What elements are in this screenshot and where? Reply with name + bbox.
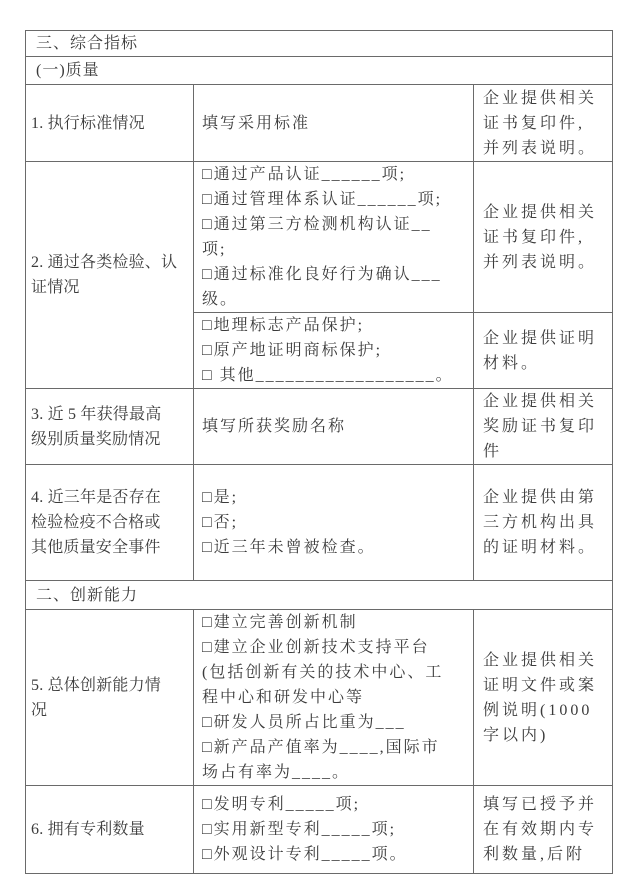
quality-awards-label-cell: 3. 近 5 年获得最高 级别质量奖励情况 — [26, 389, 194, 465]
innovation-capability-requirement-cell: 企业提供相关 证明文件或案 例说明(1000 字以内) — [474, 610, 613, 786]
section-header-quality: (一)质量 — [26, 57, 613, 85]
section-header-comprehensive-indicators: 三、综合指标 — [26, 31, 613, 57]
certifications-label-cell: 2. 通过各类检验、认 证情况 — [26, 162, 194, 389]
innovation-capability-label-cell: 5. 总体创新能力情 况 — [26, 610, 194, 786]
inspection-incidents-label-cell: 4. 近三年是否存在 检验检疫不合格或 其他质量安全事件 — [26, 465, 194, 581]
certifications-checklist-cell: □通过产品认证______项; □通过管理体系认证______项; □通过第三方检测机构认证__ 项; □通过标准化良好行为确认___ 级。 — [194, 162, 474, 313]
table-row-quality-awards — [26, 389, 613, 465]
section-row-innovation — [26, 581, 613, 610]
table-row-innovation-capability — [26, 610, 613, 786]
table-row-standards — [26, 85, 613, 162]
innovation-capability-checklist-cell: □建立完善创新机制 □建立企业创新技术支持平台 (包括创新有关的技术中心、工 程中心和研发中心等 □研发人员所占比重为___ □新产品产值率为____,国际市 场占有率为____。 — [194, 610, 474, 786]
section-row-quality — [26, 57, 613, 85]
patents-label-cell: 6. 拥有专利数量 — [26, 786, 194, 874]
patents-requirement-cell: 填写已授予并 在有效期内专 利数量,后附 — [474, 786, 613, 874]
quality-awards-requirement-cell: 企业提供相关 奖励证书复印 件 — [474, 389, 613, 465]
indicator-table — [25, 30, 613, 874]
quality-awards-content-cell: 填写所获奖励名称 — [194, 389, 474, 465]
table-row-certifications — [26, 162, 613, 313]
geo-protection-checklist-cell: □地理标志产品保护; □原产地证明商标保护; □ 其他__________________。 — [194, 313, 474, 389]
table-row-patents — [26, 786, 613, 874]
standards-content-cell: 填写采用标准 — [194, 85, 474, 162]
section-row-comprehensive-indicators — [26, 31, 613, 57]
section-header-innovation: 二、创新能力 — [26, 581, 613, 610]
patents-checklist-cell: □发明专利_____项; □实用新型专利_____项; □外观设计专利_____项。 — [194, 786, 474, 874]
inspection-incidents-requirement-cell: 企业提供由第 三方机构出具 的证明材料。 — [474, 465, 613, 581]
standards-requirement-cell: 企业提供相关 证书复印件, 并列表说明。 — [474, 85, 613, 162]
geo-protection-requirement-cell: 企业提供证明 材料。 — [474, 313, 613, 389]
certifications-requirement-cell: 企业提供相关 证书复印件, 并列表说明。 — [474, 162, 613, 313]
table-row-inspection-incidents — [26, 465, 613, 581]
inspection-incidents-checklist-cell: □是; □否; □近三年未曾被检查。 — [194, 465, 474, 581]
standards-label-cell: 1. 执行标准情况 — [26, 85, 194, 162]
